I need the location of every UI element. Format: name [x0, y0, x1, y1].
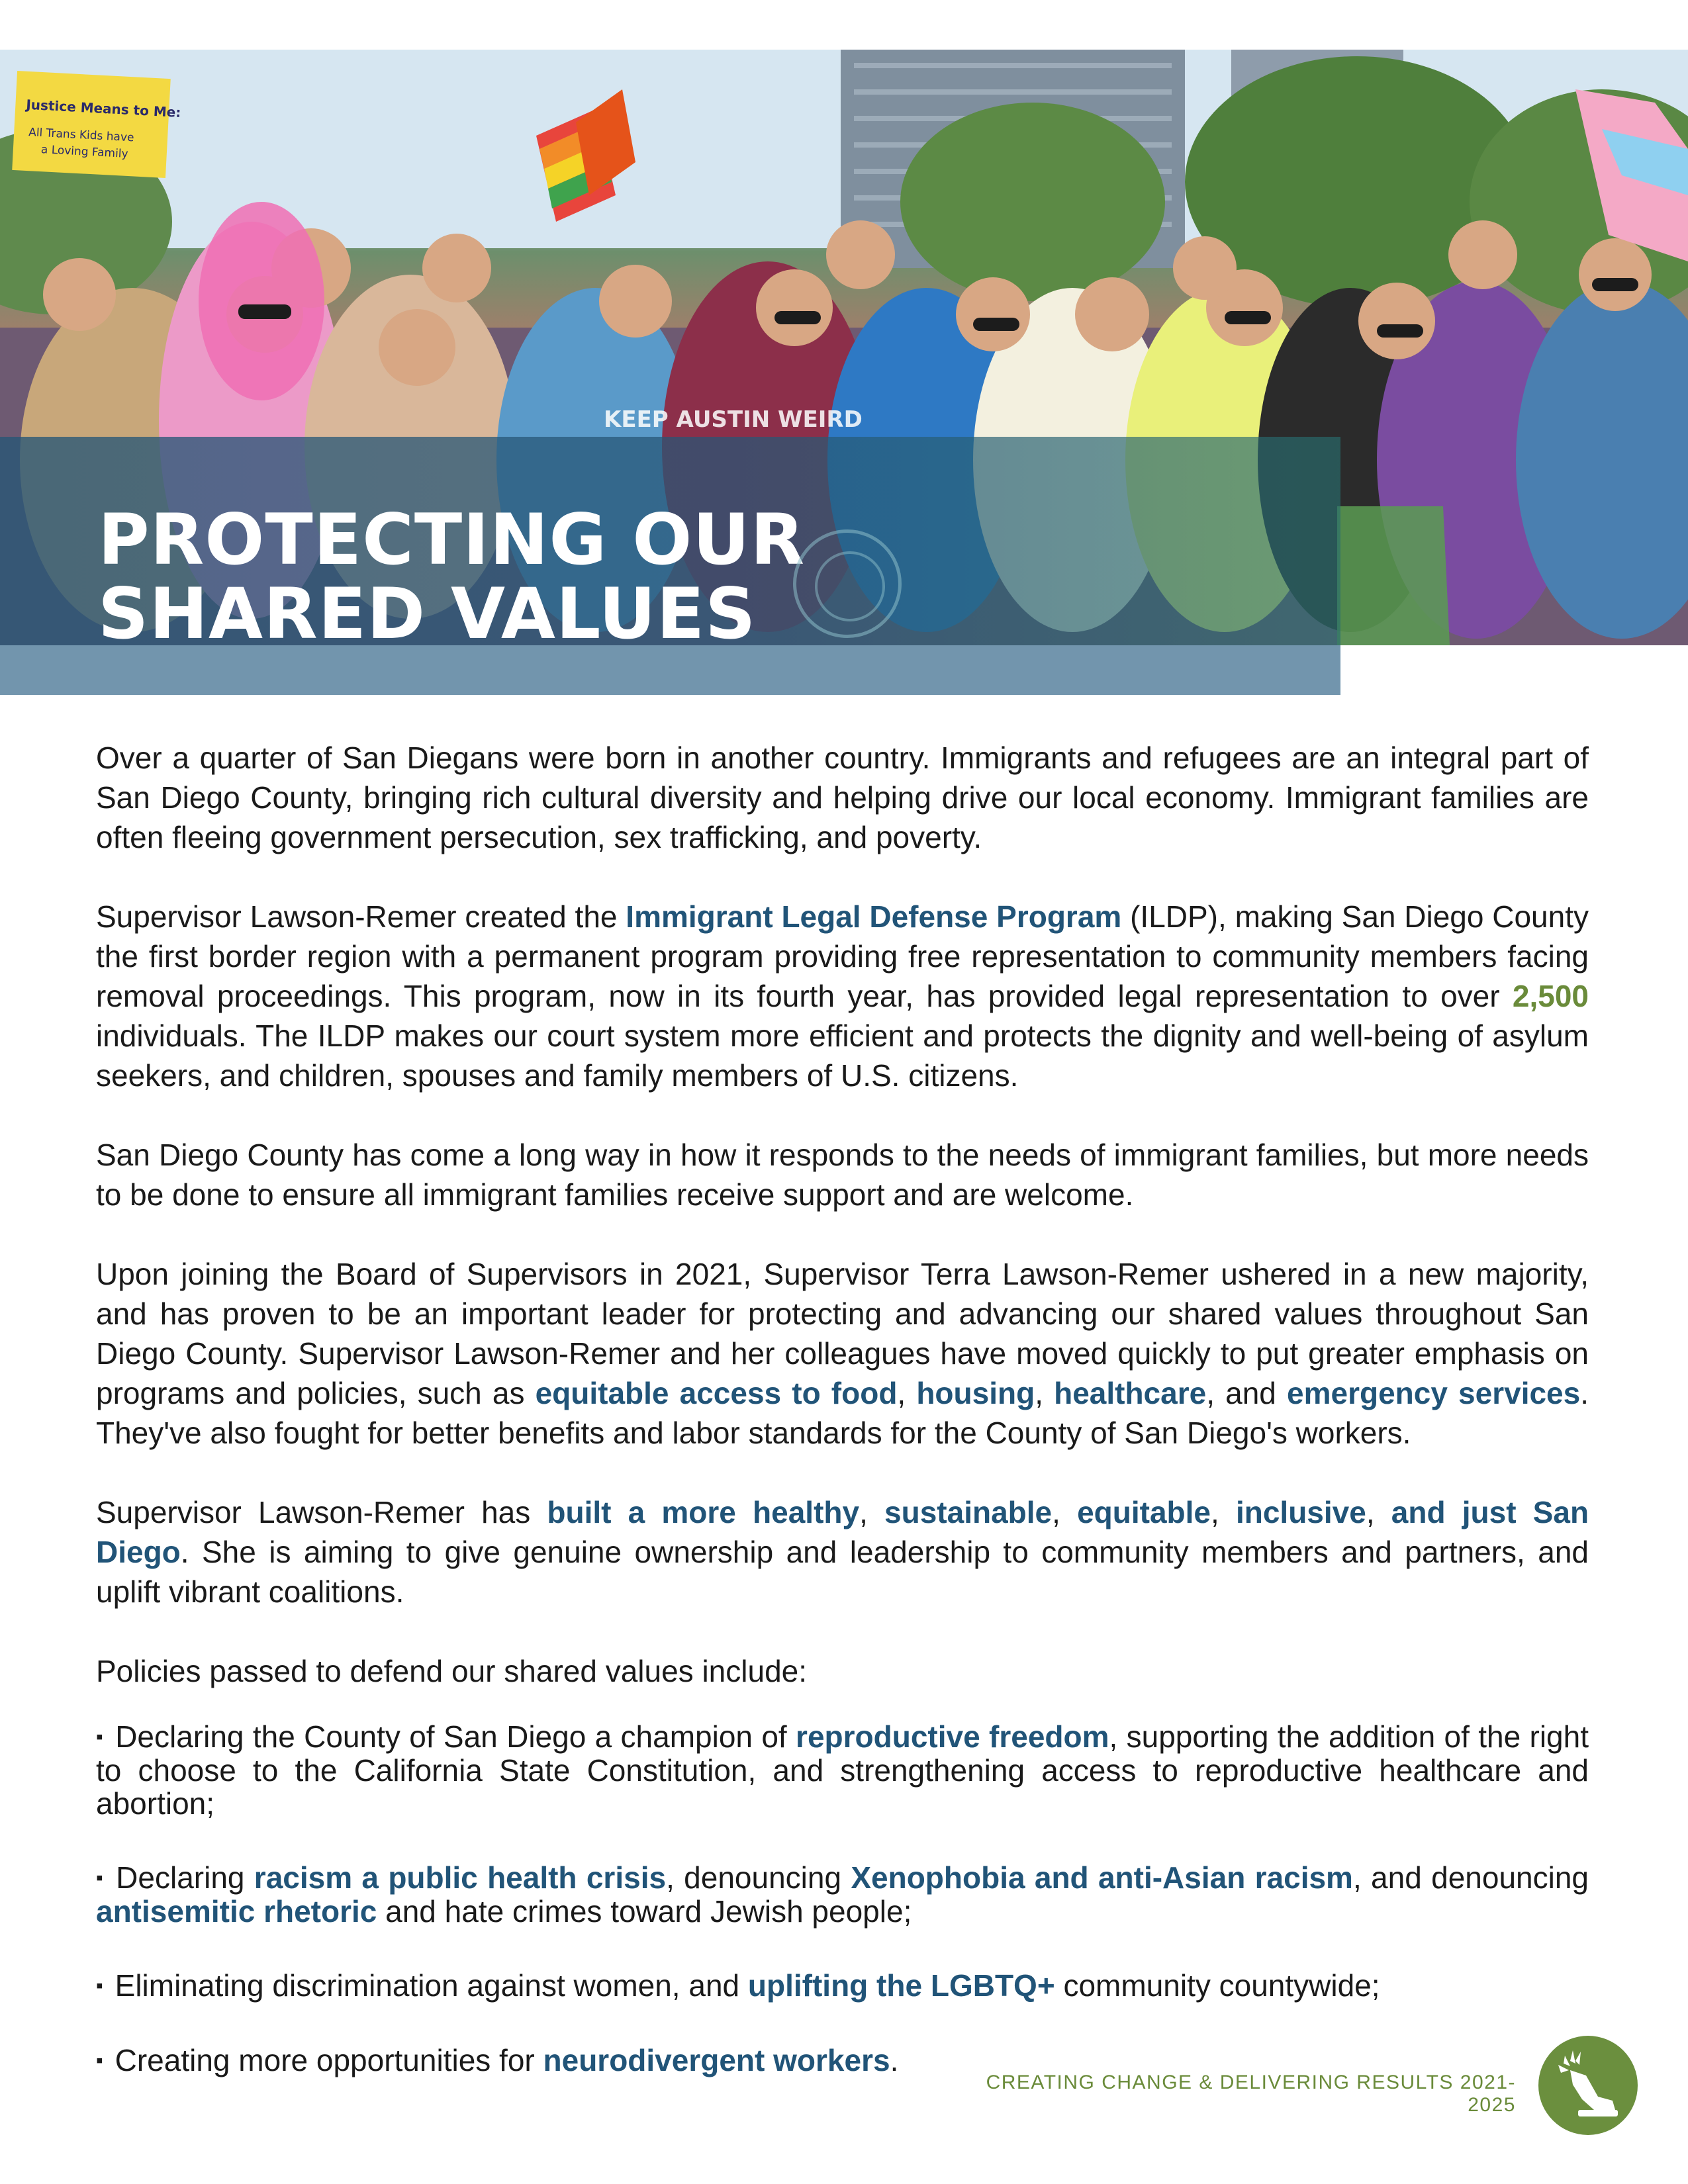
healthy-link[interactable]: built a more healthy: [547, 1495, 860, 1529]
paragraph-ildp: Supervisor Lawson-Remer created the Immigrant Legal Defense Program (ILDP), making San Diego County the first border region with a permanent program providing free representation to community members facing removal proceedings. This program, now in its fourth year, has provided legal representation to over 2,500 individuals. The ILDP makes our court system more efficient and protects the dignity and well-being of asylum seekers, and children, spouses and family members of U.S. citizens.: [96, 899, 1589, 1093]
svg-text:KEEP AUSTIN WEIRD: KEEP AUSTIN WEIRD: [604, 406, 863, 433]
antisemitic-rhetoric-link[interactable]: antisemitic rhetoric: [96, 1894, 377, 1929]
equitable-link[interactable]: equitable: [1077, 1495, 1211, 1529]
list-item: ▪ Declaring racism a public health crisis, denouncing Xenophobia and anti-Asian racism, and denouncing antisemitic rhetoric and hate crimes toward Jewish people;: [96, 1860, 1589, 1929]
reproductive-freedom-link[interactable]: reproductive freedom: [796, 1719, 1109, 1754]
svg-text:All Trans Kids have: All Trans Kids have: [28, 126, 134, 145]
article-body: [96, 738, 1589, 2118]
paragraph-immigrants: Over a quarter of San Diegans were born in another country. Immigrants and refugees are an integral part of San Diego County, bringing rich cultural diversity and helping drive our local economy. Immigrant families are often fleeing government persecution, sex trafficking, and poverty.: [96, 741, 1589, 854]
ildp-link[interactable]: Immigrant Legal Defense Program: [626, 899, 1122, 934]
food-access-link[interactable]: equitable access to food: [535, 1376, 898, 1410]
svg-text:a Loving Family: a Loving Family: [40, 143, 129, 161]
healthcare-link[interactable]: healthcare: [1054, 1376, 1207, 1410]
svg-text:Justice Means to Me:: Justice Means to Me:: [25, 96, 181, 121]
policy-list: [96, 1720, 1589, 2077]
emergency-services-link[interactable]: emergency services: [1287, 1376, 1581, 1410]
sustainable-link[interactable]: sustainable: [884, 1495, 1053, 1529]
paragraph-just-san-diego: Supervisor Lawson-Remer has built a more healthy, sustainable, equitable, inclusive, and just San Diego. She is aiming to give genuine ownership and leadership to community members and partners, and uplift vibrant coalitions.: [96, 1495, 1589, 1609]
just-san-diego-link[interactable]: and just San Diego: [96, 1495, 1589, 1569]
racism-public-health-link[interactable]: racism a public health crisis: [254, 1860, 667, 1895]
protest-sign: [12, 71, 181, 178]
statue-hand-icon: [1538, 2036, 1638, 2135]
policies-intro: Policies passed to defend our shared values include:: [96, 1654, 808, 1688]
list-item: ▪ Creating more opportunities for neurodivergent workers.: [96, 2043, 899, 2077]
list-item: ▪ Declaring the County of San Diego a champion of reproductive freedom, supporting the addition of the right to choose to the California State Constitution, and strengthening access to reproductive healthcare and abortion;: [96, 1719, 1589, 1821]
xenophobia-link[interactable]: Xenophobia and anti-Asian racism: [851, 1860, 1353, 1895]
list-item: ▪ Eliminating discrimination against women, and uplifting the LGBTQ+ community countywide;: [96, 1968, 1380, 2003]
paragraph-progress: San Diego County has come a long way in how it responds to the needs of immigrant families, but more needs to be done to ensure all immigrant families receive support and are welcome.: [96, 1138, 1589, 1212]
neurodivergent-workers-link[interactable]: neurodivergent workers: [543, 2043, 890, 2077]
page-title: PROTECTING OUR SHARED VALUES: [98, 499, 806, 655]
board-of-supervisors-seal-icon: [793, 529, 902, 638]
district-logo-icon: [1538, 2036, 1638, 2135]
footer-tagline: CREATING CHANGE & DELIVERING RESULTS 2021-2025: [986, 2071, 1516, 2116]
inclusive-link[interactable]: inclusive: [1235, 1495, 1366, 1529]
paragraph-leadership: Upon joining the Board of Supervisors in 2021, Supervisor Terra Lawson-Remer ushered in a new majority, and has proven to be an important leader for protecting and advancing our shared values throughout San Diego County. Supervisor Lawson-Remer and her colleagues have moved quickly to put greater emphasis on programs and policies, such as equitable access to food, housing, healthcare, and emergency services. They've also fought for better benefits and labor standards for the County of San Diego's workers.: [96, 1257, 1589, 1450]
ildp-count-stat: 2,500: [1512, 979, 1589, 1013]
lgbtq-link[interactable]: uplifting the LGBTQ+: [747, 1968, 1055, 2003]
housing-link[interactable]: housing: [916, 1376, 1035, 1410]
